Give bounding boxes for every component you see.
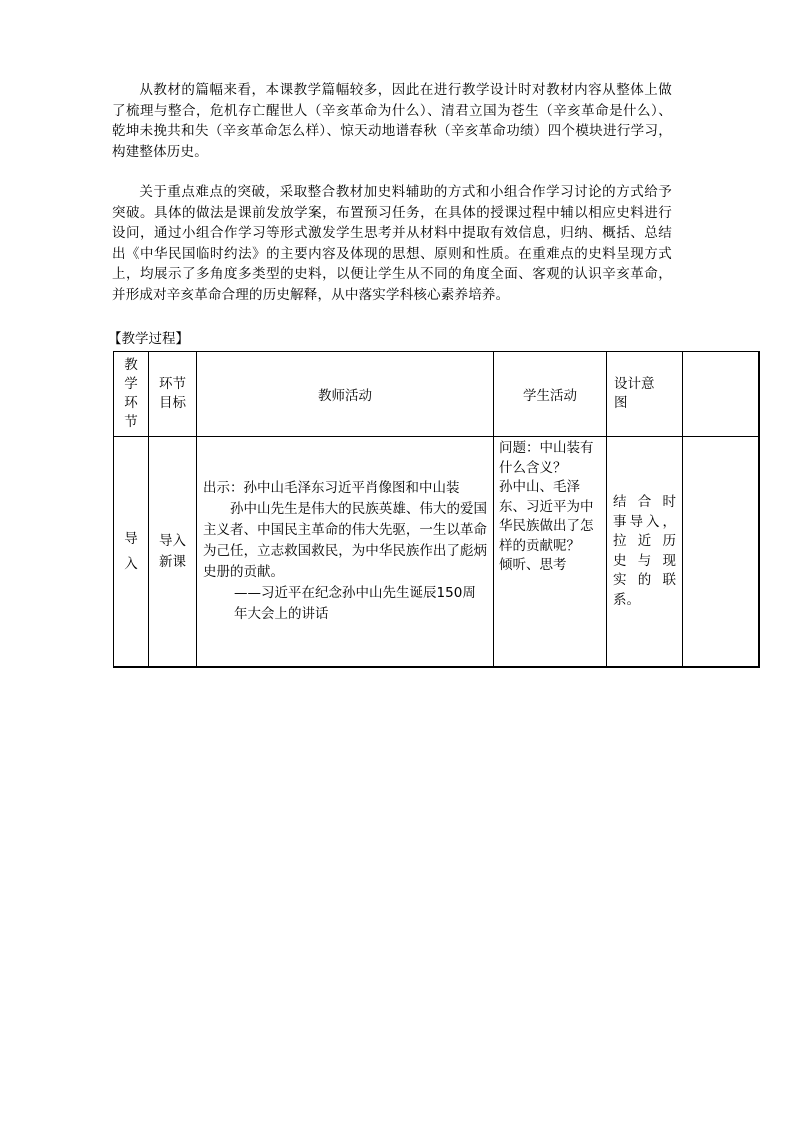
row-extra	[683, 437, 759, 668]
header-stage-char: 教	[124, 357, 138, 373]
row-stage-char: 导	[124, 530, 138, 547]
teacher-quote-source: ——习近平在纪念孙中山先生诞辰150周年大会上的讲话	[234, 585, 476, 622]
header-stage-char: 学	[124, 376, 138, 392]
header-stage-char: 环	[124, 395, 138, 411]
header-goal-line: 目标	[159, 395, 186, 411]
design-line: 史与现	[613, 552, 676, 569]
row-stage	[114, 437, 149, 668]
row-stage-char: 入	[124, 555, 138, 572]
row-design-intent	[607, 437, 683, 668]
header-stage	[114, 352, 149, 437]
teacher-quote: 孙中山先生是伟大的民族英雄、伟大的爱国主义者、中国民主革命的伟大先驱，一生以革命为己任，立志救国救民，为中华民族作出了彪炳史册的贡献。	[203, 501, 487, 580]
row-goal-line: 新课	[159, 553, 186, 570]
header-extra	[683, 352, 759, 437]
header-teacher-activity: 教师活动	[197, 352, 494, 437]
row-student-activity	[494, 437, 607, 668]
intro-paragraph-1-text: 从教材的篇幅来看，本课教学篇幅较多，因此在进行教学设计时对教材内容从整体上做了梳理与整合，危机存亡醒世人（辛亥革命为什么）、清君立国为苍生（辛亥革命是什么）、乾坤未挽共和失（辛亥革命怎么样）、惊天动地谱春秋（辛亥革命功绩）四个模块进行学习，构建整体历史。	[112, 82, 672, 160]
row-goal-line: 导入	[159, 532, 186, 549]
student-question-2: 孙中山、毛泽东、习近平为中华民族做出了怎样的贡献呢？	[499, 479, 594, 554]
design-line: 拉近历	[613, 533, 676, 549]
intro-paragraph-1	[112, 80, 672, 162]
design-line: 实的联	[613, 572, 676, 588]
design-line: 系。	[613, 591, 640, 608]
intro-paragraph-2-text: 关于重点难点的突破，采取整合教材加史料辅助的方式和小组合作学习讨论的方式给予突破。具体的做法是课前发放学案，布置预习任务，在具体的授课过程中辅以相应史料进行设问，通过小组合作学习等形式激发学生思考并从材料中提取有效信息，归纳、概括、总结出《中华民国临时约法》的主要内容及体现的思想、原则和性质。在重难点的史料呈现方式上，均展示了多角度多类型的史料，以便让学生从不同的角度全面、客观的认识辛亥革命，并形成对辛亥革命合理的历史解释，从中落实学科核心素养培养。	[112, 184, 672, 303]
header-design-line: 设计意	[614, 375, 655, 392]
teacher-intro: 出示：孙中山毛泽东习近平肖像图和中山装	[203, 480, 460, 496]
intro-paragraph-2	[112, 182, 672, 305]
lesson-process-table	[113, 351, 760, 668]
header-design-line: 图	[614, 395, 628, 411]
header-goal	[149, 352, 197, 437]
table-row	[114, 437, 759, 668]
header-student-activity: 学生活动	[494, 352, 607, 437]
row-goal	[149, 437, 197, 668]
header-goal-line: 环节	[159, 376, 186, 392]
design-line: 事导入，	[613, 513, 676, 530]
header-design-intent	[607, 352, 683, 437]
design-line: 结合时	[613, 494, 676, 510]
student-action: 倾听、思考	[499, 557, 567, 573]
student-question-1: 问题：中山装有什么含义？	[499, 440, 594, 476]
header-stage-char: 节	[124, 414, 138, 430]
section-heading: 【教学过程】	[108, 331, 189, 347]
table-header-row	[114, 352, 759, 437]
row-teacher-activity	[197, 437, 494, 668]
